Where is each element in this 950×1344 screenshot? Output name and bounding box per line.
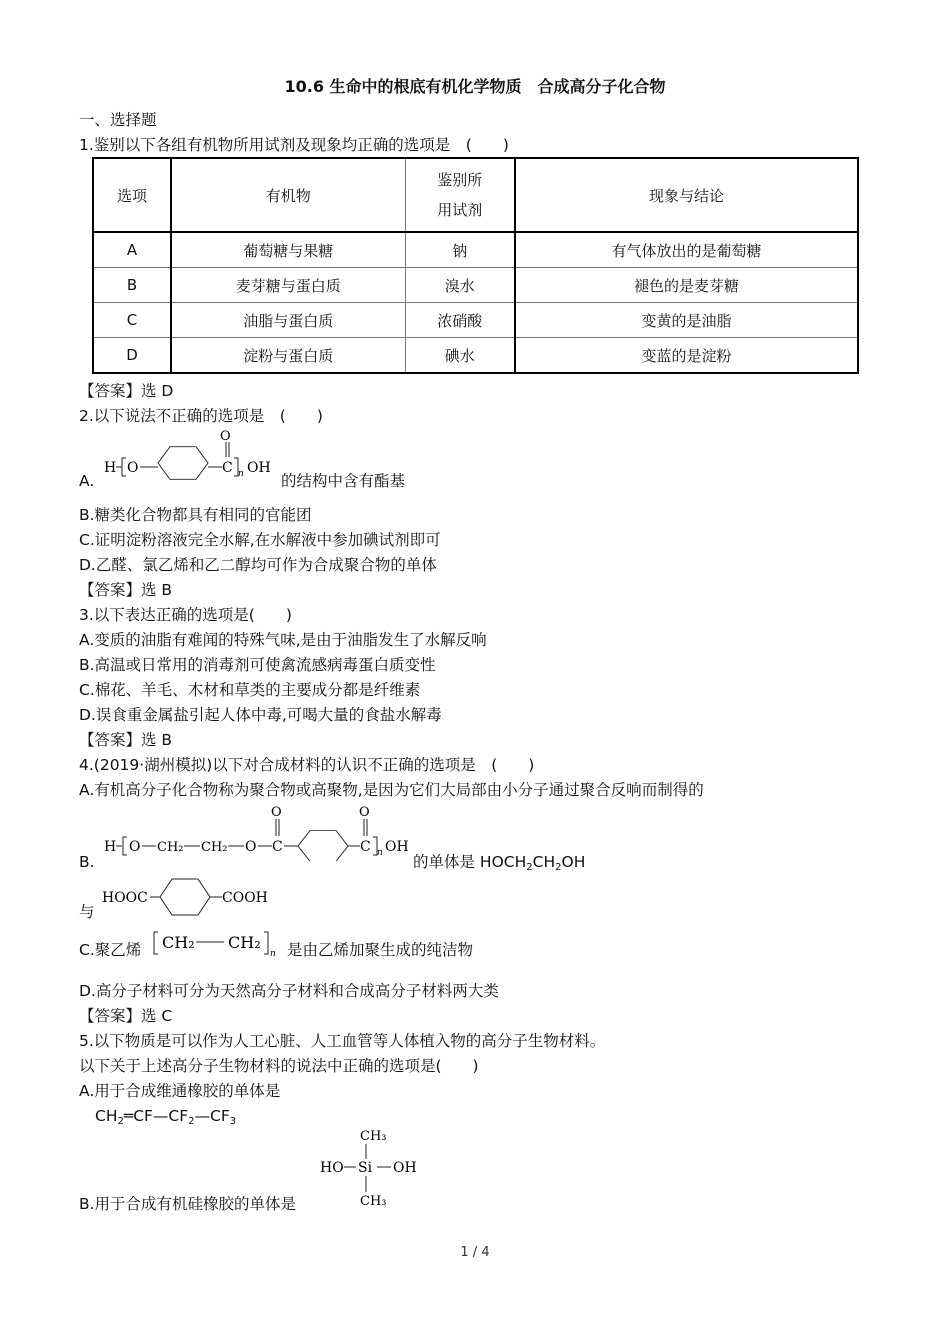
q3-stem: 3.以下表达正确的选项是( ) xyxy=(79,606,292,624)
cell-option: D xyxy=(93,338,171,374)
q4-option-a: A.有机高分子化合物称为聚合物或高聚物,是因为它们大局部由小分子通过聚合反响而制得的 xyxy=(79,781,704,799)
struct-o-top2: O xyxy=(359,805,370,820)
q3-option-d: D.误食重金属盐引起人体中毒,可喝大量的食盐水解毒 xyxy=(79,706,442,724)
q4-polyethylene-structure xyxy=(152,928,288,962)
struct-c2: C xyxy=(360,839,371,855)
q5-a-sub1: 2 xyxy=(117,1116,124,1127)
q5-stem: 5.以下物质是可以作为人工心脏、人工血管等人体植入物的高分子生物材料。 xyxy=(79,1032,606,1050)
q4-pet-structure xyxy=(100,803,414,861)
q1-table xyxy=(92,157,859,374)
struct-oh: OH xyxy=(393,1160,417,1176)
q5-a-f1: CH xyxy=(95,1107,118,1125)
struct-n: n xyxy=(377,848,383,858)
q5-a-sub2: 2 xyxy=(188,1116,195,1127)
struct-ch2a: CH₂ xyxy=(157,840,184,855)
q4-option-b-prefix: B. xyxy=(79,853,95,871)
struct-n: n xyxy=(270,949,276,959)
header-organic: 有机物 xyxy=(171,158,405,232)
struct-n: n xyxy=(238,469,244,479)
q3-option-c: C.棉花、羊毛、木材和草类的主要成分都是纤维素 xyxy=(79,681,421,699)
struct-c1: C xyxy=(272,839,283,855)
struct-oh: OH xyxy=(385,839,409,855)
cell-reagent: 溴水 xyxy=(405,268,515,303)
struct-o-top1: O xyxy=(271,805,282,820)
table-header-row xyxy=(93,158,858,232)
struct-h: H xyxy=(104,839,117,855)
struct-ch3-top: CH₃ xyxy=(360,1129,387,1144)
struct-o: O xyxy=(127,460,139,476)
q5-a-sub3: 3 xyxy=(229,1116,237,1127)
cell-result: 变蓝的是淀粉 xyxy=(515,338,858,374)
header-option: 选项 xyxy=(93,158,171,232)
q3-option-a: A.变质的油脂有难闻的特殊气味,是由于油脂发生了水解反响 xyxy=(79,631,487,649)
q4-stem: 4.(2019·湖州模拟)以下对合成材料的认识不正确的选项是 ( ) xyxy=(79,756,535,774)
q2-option-c: C.证明淀粉溶液完全水解,在水解液中参加碘试剂即可 xyxy=(79,531,441,549)
cell-result: 变黄的是油脂 xyxy=(515,303,858,338)
struct-c: C xyxy=(222,460,233,476)
q4-terephthalic-acid-structure xyxy=(100,872,300,918)
section-heading: 一、选择题 xyxy=(79,111,157,129)
header-result: 现象与结论 xyxy=(515,158,858,232)
q3-answer: 【答案】选 B xyxy=(79,731,173,749)
cell-option: B xyxy=(93,268,171,303)
q3-option-b: B.高温或日常用的消毒剂可使禽流感病毒蛋白质变性 xyxy=(79,656,436,674)
cell-organic: 葡萄糖与果糖 xyxy=(171,232,405,268)
q1-stem: 1.鉴别以下各组有机物所用试剂及现象均正确的选项是 ( ) xyxy=(79,136,509,154)
struct-o2: O xyxy=(245,839,257,855)
struct-ch3-bottom: CH₃ xyxy=(360,1194,387,1209)
q4-b-sub-2: 2 xyxy=(555,862,562,873)
q5-stem-2: 以下关于上述高分子生物材料的说法中正确的选项是( ) xyxy=(79,1057,479,1075)
table-row xyxy=(93,303,858,338)
struct-ch2b: CH₂ xyxy=(201,840,228,855)
cell-reagent: 钠 xyxy=(405,232,515,268)
q2-option-d: D.乙醛、氯乙烯和乙二醇均可作为合成聚合物的单体 xyxy=(79,556,437,574)
struct-ch2b: CH₂ xyxy=(228,933,261,952)
struct-cooh: COOH xyxy=(222,890,268,906)
q4-b-text-2: CH xyxy=(532,853,556,871)
header-reagent-line1: 鉴别所 xyxy=(437,171,483,189)
cell-reagent: 浓硝酸 xyxy=(405,303,515,338)
cell-organic: 麦芽糖与蛋白质 xyxy=(171,268,405,303)
cell-organic: 淀粉与蛋白质 xyxy=(171,338,405,374)
q4-option-c-suffix: 是由乙烯加聚生成的纯洁物 xyxy=(287,941,474,959)
q5-silanediol-structure xyxy=(318,1124,428,1214)
q2-polyester-structure xyxy=(100,428,280,484)
struct-o1: O xyxy=(129,839,141,855)
q2-stem: 2.以下说法不正确的选项是 ( ) xyxy=(79,407,323,425)
q4-b-sub-1: 2 xyxy=(526,862,533,873)
q5-a-f2: ═CF—CF xyxy=(123,1107,189,1125)
cell-result: 有气体放出的是葡萄糖 xyxy=(515,232,858,268)
q2-option-b: B.糖类化合物都具有相同的官能团 xyxy=(79,506,312,524)
struct-si: Si xyxy=(358,1160,373,1176)
q4-answer: 【答案】选 C xyxy=(79,1007,173,1025)
struct-oh: OH xyxy=(247,460,271,476)
header-reagent xyxy=(405,158,515,232)
table-row xyxy=(93,268,858,303)
q2-option-a-suffix: 的结构中含有酯基 xyxy=(281,472,406,490)
struct-ch2a: CH₂ xyxy=(162,933,195,952)
cell-reagent: 碘水 xyxy=(405,338,515,374)
q5-a-f3: —CF xyxy=(194,1107,230,1125)
struct-o-top: O xyxy=(220,429,231,444)
cell-organic: 油脂与蛋白质 xyxy=(171,303,405,338)
q5-option-a: A.用于合成维通橡胶的单体是 xyxy=(79,1082,281,1100)
q4-b-text-3: OH xyxy=(561,853,586,871)
q4-option-d: D.高分子材料可分为天然高分子材料和合成高分子材料两大类 xyxy=(79,982,499,1000)
q5-option-a-formula xyxy=(95,1106,236,1132)
table-row xyxy=(93,232,858,268)
page-title: 10.6 生命中的根底有机化学物质 合成高分子化合物 xyxy=(284,77,666,96)
cell-result: 褪色的是麦芽糖 xyxy=(515,268,858,303)
q4-option-c-prefix: C.聚乙烯 xyxy=(79,941,142,959)
table-row xyxy=(93,338,858,374)
page-number: 1 / 4 xyxy=(460,1245,490,1260)
q1-answer: 【答案】选 D xyxy=(79,382,174,400)
struct-ho: HO xyxy=(320,1160,344,1176)
struct-hooc: HOOC xyxy=(102,890,148,906)
cell-option: C xyxy=(93,303,171,338)
q2-answer: 【答案】选 B xyxy=(79,581,173,599)
struct-h: H xyxy=(104,460,117,476)
q4-and: 与 xyxy=(79,903,95,921)
q2-option-a-prefix: A. xyxy=(79,472,95,490)
header-reagent-line2: 用试剂 xyxy=(437,201,483,219)
cell-option: A xyxy=(93,232,171,268)
q4-b-text-1: 的单体是 HOCH xyxy=(413,853,527,871)
q4-option-b-suffix xyxy=(413,852,585,878)
q5-option-b: B.用于合成有机硅橡胶的单体是 xyxy=(79,1195,297,1213)
